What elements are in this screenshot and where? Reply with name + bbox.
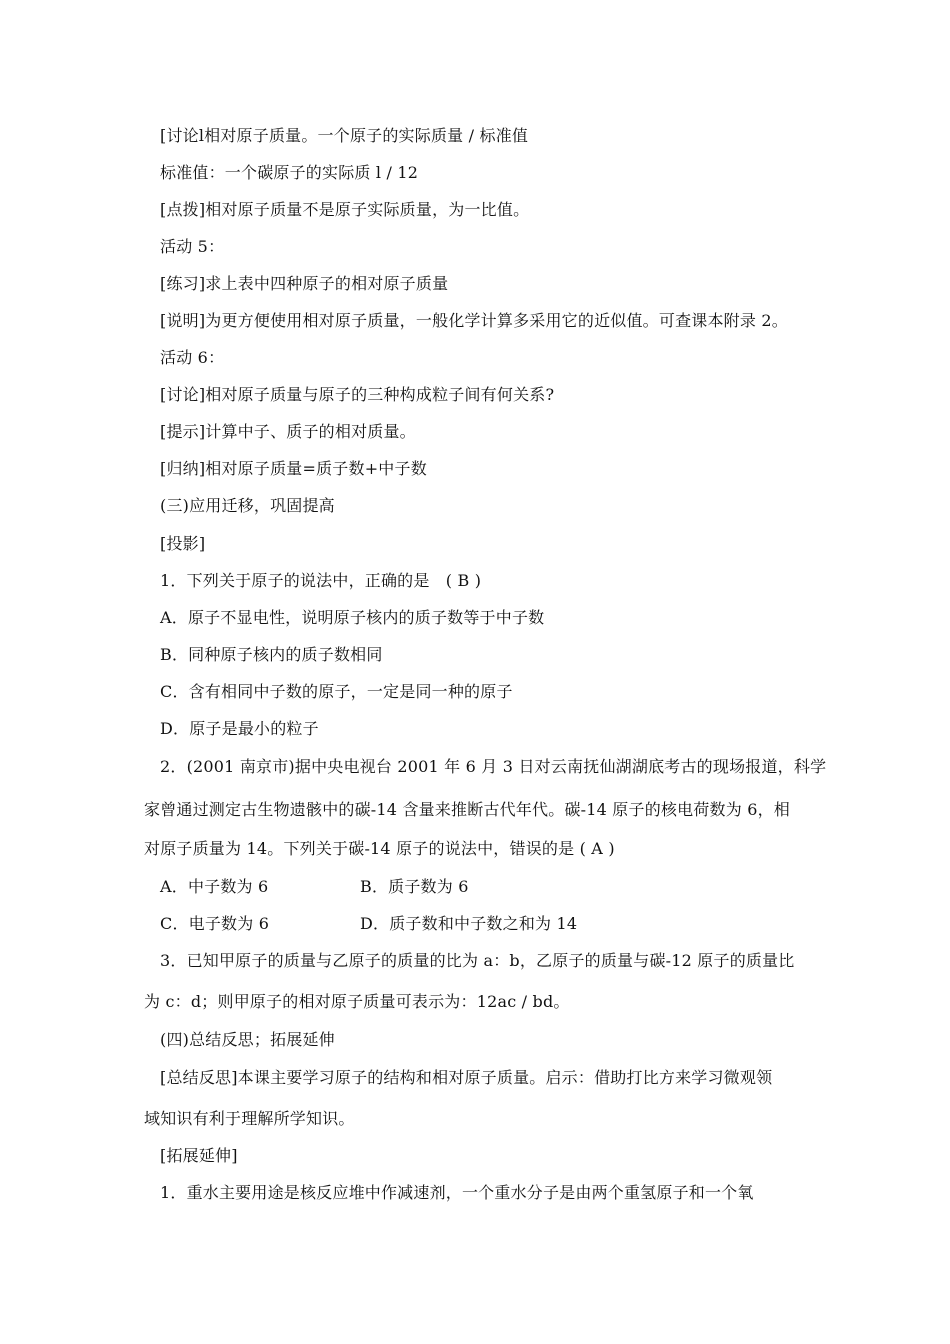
option-c: C．含有相同中子数的原子，一定是同一种的原子	[160, 682, 513, 701]
question-2: 2．(2001 南京市)据中央电视台 2001 年 6 月 3 日对云南抚仙湖湖底考古的现场报道，科学	[160, 757, 827, 776]
text-line: [归纳]相对原子质量=质子数+中子数	[160, 459, 427, 478]
question-1: 1．下列关于原子的说法中，正确的是 ( B )	[160, 571, 482, 590]
text-line: 活动 6：	[160, 348, 225, 367]
option-b: B．质子数为 6	[360, 877, 469, 896]
text-line: [练习]求上表中四种原子的相对原子质量	[160, 274, 449, 293]
text-line: 标准值：一个碳原子的实际质 l / 12	[160, 163, 419, 182]
text-line: 活动 5：	[160, 237, 225, 256]
text-line: [拓展延伸]	[160, 1146, 238, 1165]
option-c: C．电子数为 6	[160, 914, 270, 933]
text-line: [说明]为更方便使用相对原子质量，一般化学计算多采用它的近似值。可查课本附录 2。	[160, 311, 788, 330]
option-d: D．质子数和中子数之和为 14	[360, 914, 578, 933]
text-line: 家曾通过测定古生物遗骸中的碳-14 含量来推断古代年代。碳-14 原子的核电荷数为 6，相	[144, 800, 790, 819]
text-line: 域知识有利于理解所学知识。	[144, 1109, 355, 1128]
text-line: 为 c：d；则甲原子的相对原子质量可表示为：12ac / bd。	[144, 992, 570, 1011]
section-heading: (四)总结反思；拓展延伸	[160, 1030, 335, 1049]
text-line: (三)应用迁移，巩固提高	[160, 496, 335, 515]
text-line: [点拨]相对原子质量不是原子实际质量，为一比值。	[160, 200, 530, 219]
option-b: B．同种原子核内的质子数相同	[160, 645, 383, 664]
option-d: D．原子是最小的粒子	[160, 719, 319, 738]
text-line: [讨论]相对原子质量与原子的三种构成粒子间有何关系?	[160, 385, 555, 404]
text-line: [提示]计算中子、质子的相对质量。	[160, 422, 416, 441]
text-line: 1．重水主要用途是核反应堆中作减速剂，一个重水分子是由两个重氢原子和一个氧	[160, 1183, 754, 1202]
text-line: 对原子质量为 14。下列关于碳-14 原子的说法中，错误的是 ( A )	[144, 839, 615, 858]
text-line: [讨论l相对原子质量。一个原子的实际质量 / 标准值	[160, 126, 529, 145]
option-a: A．原子不显电性，说明原子核内的质子数等于中子数	[160, 608, 545, 627]
option-a: A．中子数为 6	[160, 877, 269, 896]
text-line: [总结反思]本课主要学习原子的结构和相对原子质量。启示：借助打比方来学习微观领	[160, 1068, 773, 1087]
question-3: 3．已知甲原子的质量与乙原子的质量的比为 a：b，乙原子的质量与碳-12 原子的质量比	[160, 951, 795, 970]
text-line: [投影]	[160, 534, 206, 553]
